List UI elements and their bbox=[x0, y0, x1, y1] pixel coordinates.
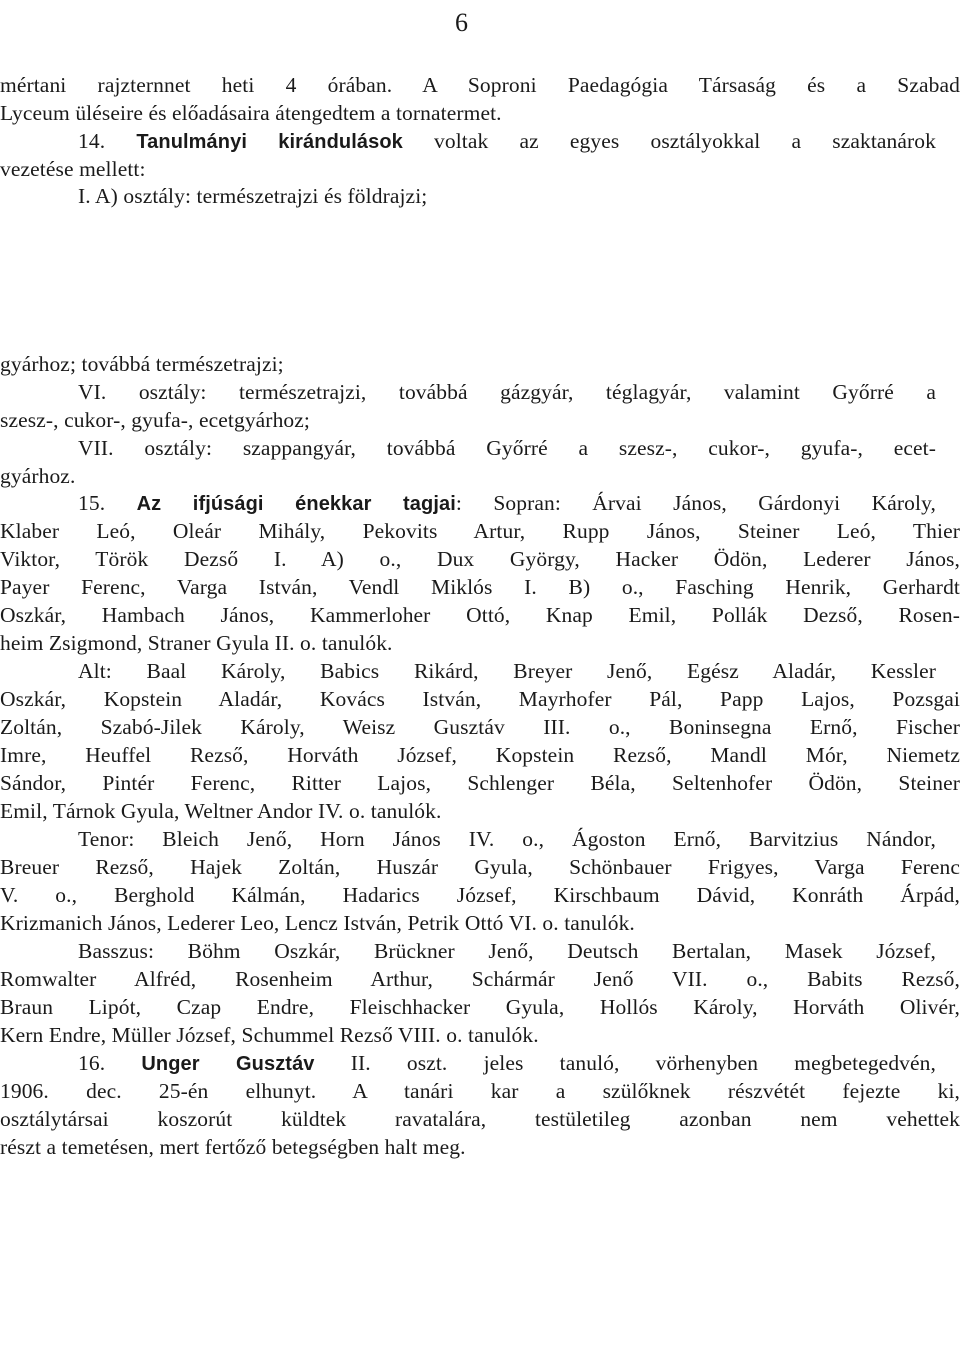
text-line: Imre, Heuffel Rezső, Horváth József, Kopstein Rezső, Mandl Mór, Niemetz bbox=[0, 743, 960, 767]
text-line: mértani rajzternnet heti 4 órában. A Soproni Paedagógia Társaság és a Szabad bbox=[0, 73, 960, 97]
text-line: Emil, Tárnok Gyula, Weltner Andor IV. o. tanulók. bbox=[0, 799, 442, 823]
text-line bbox=[78, 127, 936, 156]
bold-heading: Az ifjúsági énekkar tagjai bbox=[136, 493, 456, 515]
text-line: VII. osztály: szappangyár, továbbá Győrré a szesz-, cukor-, gyufa-, ecet- bbox=[78, 436, 936, 460]
text-line: Oszkár, Hambach János, Kammerloher Ottó, Knap Emil, Pollák Dezső, Rosen- bbox=[0, 603, 960, 627]
text-span: II. oszt. jeles tanuló, vörhenyben megbetegedvén, bbox=[350, 1051, 936, 1075]
bold-heading: Unger Gusztáv bbox=[141, 1053, 315, 1075]
text-line: Oszkár, Kopstein Aladár, Kovács István, Mayrhofer Pál, Papp Lajos, Pozsgai bbox=[0, 687, 960, 711]
text-span: : Sopran: Árvai János, Gárdonyi Károly, bbox=[455, 491, 936, 515]
text-line: Alt: Baal Károly, Babics Rikárd, Breyer Jenő, Egész Aladár, Kessler bbox=[78, 659, 936, 683]
page-number: 6 bbox=[455, 8, 468, 37]
text-line: részt a temetésen, mert fertőző betegségben halt meg. bbox=[0, 1135, 466, 1159]
text-line: Breuer Rezső, Hajek Zoltán, Huszár Gyula, Schönbauer Frigyes, Varga Ferenc bbox=[0, 855, 960, 879]
text-line: Payer Ferenc, Varga István, Vendl Miklós I. B) o., Fasching Henrik, Gerhardt bbox=[0, 575, 960, 599]
bold-heading: Tanulmányi kirándulások bbox=[136, 131, 403, 153]
text-line: VI. osztály: természetrajzi, továbbá gázgyár, téglagyár, valamint Győrré a bbox=[78, 380, 936, 404]
text-line: Tenor: Bleich Jenő, Horn János IV. o., Ágoston Ernő, Barvitzius Nándor, bbox=[78, 827, 936, 851]
text-line: Kern Endre, Müller József, Schummel Rezső VIII. o. tanulók. bbox=[0, 1023, 539, 1047]
text-line: szesz-, cukor-, gyufa-, ecetgyárhoz; bbox=[0, 408, 310, 432]
text-line: V. o., Berghold Kálmán, Hadarics József, Kirschbaum Dávid, Konráth Árpád, bbox=[0, 883, 960, 907]
item-number: 16. bbox=[78, 1051, 106, 1075]
item-number: 15. bbox=[78, 491, 106, 515]
text-line: Klaber Leó, Oleár Mihály, Pekovits Artur, Rupp János, Steiner Leó, Thier bbox=[0, 519, 960, 543]
text-line: I. A) osztály: természetrajzi és földrajzi; bbox=[78, 184, 428, 208]
text-line: 1906. dec. 25-én elhunyt. A tanári kar a szülőknek részvétét fejezte ki, bbox=[0, 1079, 960, 1103]
text-line bbox=[78, 489, 936, 518]
text-line bbox=[78, 1049, 936, 1078]
text-line: Braun Lipót, Czap Endre, Fleischhacker Gyula, Hollós Károly, Horváth Olivér, bbox=[0, 995, 960, 1019]
text-line: Lyceum üléseire és előadásaira átengedtem a tornatermet. bbox=[0, 101, 502, 125]
text-line: Sándor, Pintér Ferenc, Ritter Lajos, Schlenger Béla, Seltenhofer Ödön, Steiner bbox=[0, 771, 960, 795]
text-line: Viktor, Török Dezső I. A) o., Dux György, Hacker Ödön, Lederer János, bbox=[0, 547, 960, 571]
item-number: 14. bbox=[78, 129, 106, 153]
text-line: Zoltán, Szabó-Jilek Károly, Weisz Gusztáv III. o., Boninsegna Ernő, Fischer bbox=[0, 715, 960, 739]
text-span: voltak az egyes osztályokkal a szaktanárok bbox=[434, 129, 936, 153]
text-line: osztálytársai koszorút küldtek ravatalára, testületileg azonban nem vehettek bbox=[0, 1107, 960, 1131]
text-line: Krizmanich János, Lederer Leo, Lencz István, Petrik Ottó VI. o. tanulók. bbox=[0, 911, 635, 935]
text-line: Basszus: Böhm Oszkár, Brückner Jenő, Deutsch Bertalan, Masek József, bbox=[78, 939, 936, 963]
text-line: vezetése mellett: bbox=[0, 157, 146, 181]
text-line: gyárhoz. bbox=[0, 464, 76, 488]
text-line: gyárhoz; továbbá természetrajzi; bbox=[0, 352, 284, 376]
text-line: Romwalter Alfréd, Rosenheim Arthur, Schármár Jenő VII. o., Babits Rezső, bbox=[0, 967, 960, 991]
text-line: heim Zsigmond, Straner Gyula II. o. tanulók. bbox=[0, 631, 393, 655]
